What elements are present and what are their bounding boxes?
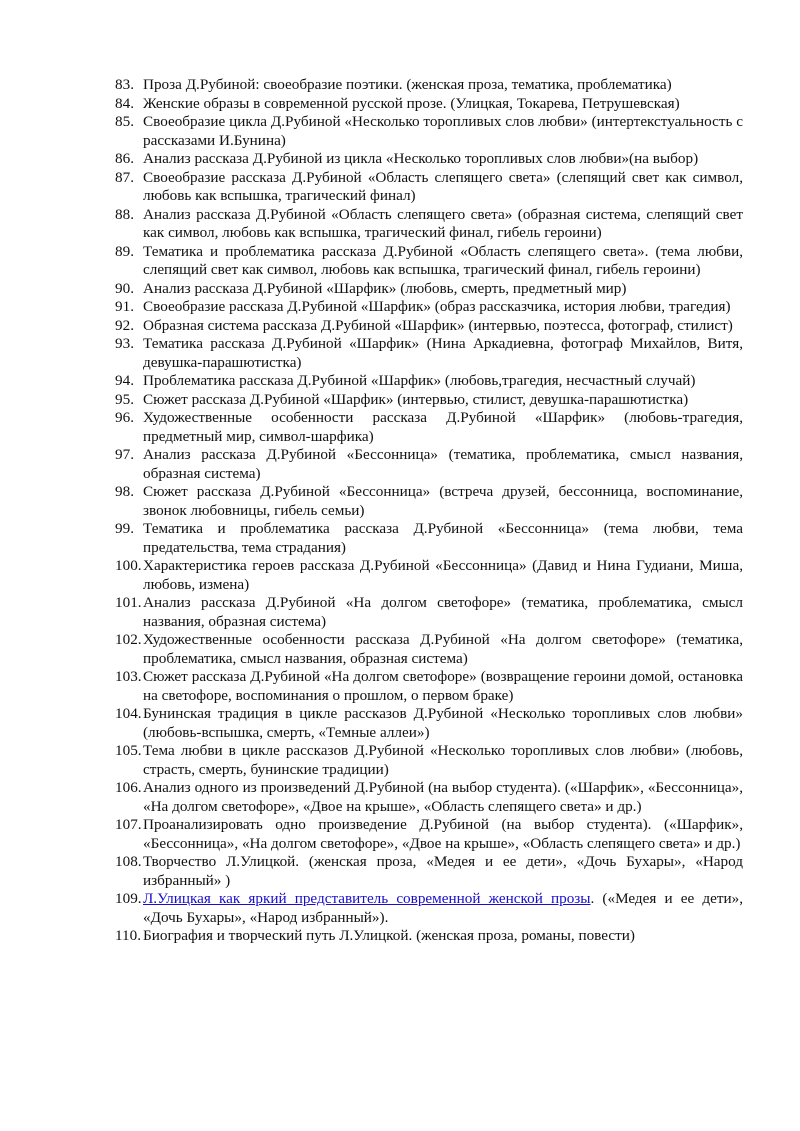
item-text: Тематика и проблематика рассказа Д.Рубиной «Бессонница» (тема любви, тема предательства, тема страдания) xyxy=(143,520,743,556)
item-text: Характеристика героев рассказа Д.Рубиной «Бессонница» (Давид и Нина Гудиани, Миша, любовь, измена) xyxy=(143,557,743,593)
item-text-block xyxy=(143,298,743,317)
item-text: Анализ рассказа Д.Рубиной «Область слепящего света» (образная система, слепящий свет как символ, любовь как вспышка, трагический финал, гибель героини) xyxy=(143,205,743,241)
item-text-block xyxy=(143,779,743,816)
item-text-block xyxy=(143,853,743,890)
list-item xyxy=(115,668,743,705)
list-item xyxy=(115,705,743,742)
list-item xyxy=(115,298,743,317)
item-text: Своеобразие цикла Д.Рубиной «Несколько торопливых слов любви» (интертекстуальность с рассказами И.Бунина) xyxy=(143,113,743,149)
item-text-block xyxy=(143,446,743,483)
item-text-block xyxy=(143,890,743,927)
list-item xyxy=(115,631,743,668)
item-text: Анализ рассказа Д.Рубиной из цикла «Несколько торопливых слов любви»(на выбор) xyxy=(143,150,699,167)
list-item xyxy=(115,150,743,169)
item-number: 84. xyxy=(115,94,134,112)
item-number: 100. xyxy=(115,557,142,574)
list-item xyxy=(115,853,743,890)
item-text: Художественные особенности рассказа Д.Рубиной «На долгом светофоре» (тематика, проблематика, смысл названия, образная система) xyxy=(143,631,743,667)
item-text-block xyxy=(143,280,743,299)
item-number: 89. xyxy=(115,242,134,260)
item-number: 106. xyxy=(115,779,142,796)
list-item xyxy=(115,594,743,631)
list-item xyxy=(115,409,743,446)
item-number: 86. xyxy=(115,150,134,167)
item-number: 98. xyxy=(115,483,134,500)
item-text: Анализ рассказа Д.Рубиной «Шарфик» (любовь, смерть, предметный мир) xyxy=(143,279,627,297)
item-text: Образная система рассказа Д.Рубиной «Шарфик» (интервью, поэтесса, фотограф, стилист) xyxy=(143,316,733,334)
item-number: 94. xyxy=(115,372,134,389)
item-number: 87. xyxy=(115,168,134,186)
item-number: 97. xyxy=(115,446,134,463)
item-text-block xyxy=(143,816,743,853)
item-number: 102. xyxy=(115,631,142,648)
list-item xyxy=(115,280,743,299)
item-text: Анализ одного из произведений Д.Рубиной (на выбор студента). («Шарфик», «Бессонница», «На долгом светофоре», «Двое на крыше», «Область слепящего света» и др.) xyxy=(143,779,743,815)
list-item xyxy=(115,520,743,557)
list-item xyxy=(115,335,743,372)
item-text-block xyxy=(143,742,743,779)
item-text-block xyxy=(143,668,743,705)
item-number: 108. xyxy=(115,853,142,870)
list-item xyxy=(115,391,743,410)
item-number: 99. xyxy=(115,520,134,537)
item-text-block xyxy=(143,243,743,280)
list-item xyxy=(115,742,743,779)
item-number: 96. xyxy=(115,409,134,426)
item-text-block xyxy=(143,927,743,946)
item-number: 91. xyxy=(115,298,134,315)
list-item xyxy=(115,76,743,95)
list-item xyxy=(115,816,743,853)
item-text-block xyxy=(143,391,743,410)
topic-list xyxy=(115,76,743,946)
item-text: Бунинская традиция в цикле рассказов Д.Рубиной «Несколько торопливых слов любви» (любовь-вспышка, смерть, «Темные аллеи») xyxy=(143,705,743,741)
topic-link[interactable]: Л.Улицкая как яркий представитель современной женской прозы xyxy=(143,890,591,907)
item-text: Сюжет рассказа Д.Рубиной «На долгом светофоре» (возвращение героини домой, остановка на светофоре, воспоминания о прошлом, о первом браке) xyxy=(143,668,743,704)
item-text: Проанализировать одно произведение Д.Рубиной (на выбор студента). («Шарфик», «Бессонница», «На долгом светофоре», «Двое на крыше», «Область слепящего света» и др.) xyxy=(143,816,743,852)
item-text: Сюжет рассказа Д.Рубиной «Шарфик» (интервью, стилист, девушка-парашютистка) xyxy=(143,390,689,408)
item-text-block xyxy=(143,520,743,557)
list-item xyxy=(115,483,743,520)
item-text-block xyxy=(143,409,743,446)
item-text: Женские образы в современной русской прозе. (Улицкая, Токарева, Петрушевская) xyxy=(143,94,680,112)
item-number: 83. xyxy=(115,76,134,93)
list-item xyxy=(115,557,743,594)
item-text: Художественные особенности рассказа Д.Рубиной «Шарфик» (любовь-трагедия, предметный мир, символ-шарфика) xyxy=(143,409,743,445)
item-number: 103. xyxy=(115,668,142,685)
item-number: 107. xyxy=(115,816,142,833)
item-text-block xyxy=(143,372,743,391)
item-text-block xyxy=(143,335,743,372)
item-text: . («Медея и ее дети», «Дочь Бухары», «Народ избранный»). xyxy=(143,890,743,926)
list-item xyxy=(115,113,743,150)
item-text-block xyxy=(143,206,743,243)
item-number: 105. xyxy=(115,742,142,759)
list-item xyxy=(115,243,743,280)
item-text-block xyxy=(143,150,743,169)
item-text-block xyxy=(143,169,743,206)
item-number: 92. xyxy=(115,316,134,334)
item-number: 95. xyxy=(115,390,134,408)
list-item xyxy=(115,317,743,336)
item-number: 101. xyxy=(115,594,142,611)
item-text: Своеобразие рассказа Д.Рубиной «Шарфик» (образ рассказчика, история любви, трагедия) xyxy=(143,298,731,315)
list-item xyxy=(115,169,743,206)
item-text: Тема любви в цикле рассказов Д.Рубиной «Несколько торопливых слов любви» (любовь, страсть, смерть, бунинские традиции) xyxy=(143,742,743,778)
item-text: Творчество Л.Улицкой. (женская проза, «Медея и ее дети», «Дочь Бухары», «Народ избранный» ) xyxy=(143,853,743,889)
item-text-block xyxy=(143,594,743,631)
list-item xyxy=(115,890,743,927)
item-text: Анализ рассказа Д.Рубиной «Бессонница» (тематика, проблематика, смысл названия, образная система) xyxy=(143,446,743,482)
item-text: Тематика и проблематика рассказа Д.Рубиной «Область слепящего света». (тема любви, слепящий свет как символ, любовь как вспышка, трагический финал, гибель героини) xyxy=(143,242,743,278)
item-text-block xyxy=(143,317,743,336)
list-item xyxy=(115,95,743,114)
item-number: 104. xyxy=(115,705,142,722)
item-text: Своеобразие рассказа Д.Рубиной «Область слепящего света» (слепящий свет как символ, любовь как вспышка, трагический финал) xyxy=(143,168,743,204)
item-number: 90. xyxy=(115,279,134,297)
list-item xyxy=(115,779,743,816)
item-text: Тематика рассказа Д.Рубиной «Шарфик» (Нина Аркадиевна, фотограф Михайлов, Витя, девушка-парашютистка) xyxy=(143,335,743,371)
item-text-block xyxy=(143,705,743,742)
item-text-block xyxy=(143,76,743,95)
list-item xyxy=(115,927,743,946)
item-text: Анализ рассказа Д.Рубиной «На долгом светофоре» (тематика, проблематика, смысл названия, образная система) xyxy=(143,594,743,630)
item-number: 88. xyxy=(115,205,134,223)
list-item xyxy=(115,206,743,243)
list-item xyxy=(115,446,743,483)
item-number: 109. xyxy=(115,890,142,907)
item-text-block xyxy=(143,631,743,668)
item-number: 85. xyxy=(115,113,134,130)
item-text-block xyxy=(143,95,743,114)
item-text: Проблематика рассказа Д.Рубиной «Шарфик» (любовь,трагедия, несчастный случай) xyxy=(143,372,696,389)
item-text: Проза Д.Рубиной: своеобразие поэтики. (женская проза, тематика, проблематика) xyxy=(143,76,672,93)
item-text-block xyxy=(143,483,743,520)
item-text-block xyxy=(143,113,743,150)
item-number: 93. xyxy=(115,335,134,352)
item-text-block xyxy=(143,557,743,594)
item-text: Сюжет рассказа Д.Рубиной «Бессонница» (встреча друзей, бессонница, воспоминание, звонок любовницы, гибель семьи) xyxy=(143,483,743,519)
item-text: Биография и творческий путь Л.Улицкой. (женская проза, романы, повести) xyxy=(143,927,635,944)
item-number: 110. xyxy=(115,927,142,944)
list-item xyxy=(115,372,743,391)
